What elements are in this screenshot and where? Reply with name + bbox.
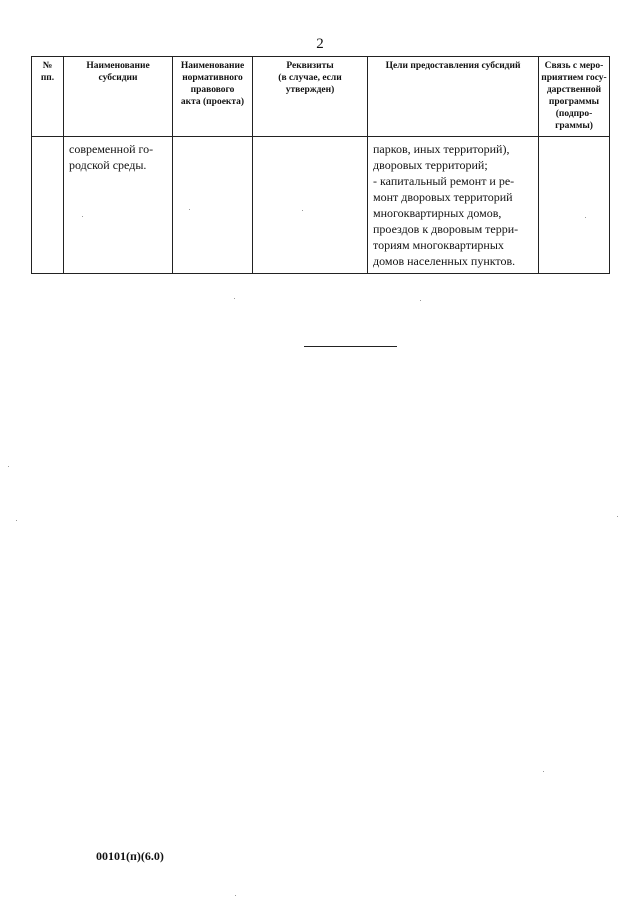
header-goals: Цели предоставления субсидий	[368, 57, 539, 137]
scan-speck	[302, 210, 303, 211]
cell-number	[32, 137, 64, 274]
document-code: 00101(п)(6.0)	[96, 849, 164, 863]
scan-speck	[585, 217, 586, 218]
scan-speck	[235, 895, 236, 896]
header-number: № пп.	[32, 57, 64, 137]
subsidies-table	[31, 56, 610, 274]
cell-program-link	[539, 137, 610, 274]
page-number: 2	[316, 36, 324, 52]
scan-speck	[617, 516, 618, 517]
scan-speck	[189, 209, 190, 210]
scan-speck	[543, 771, 544, 772]
scan-speck	[420, 300, 421, 301]
scan-speck	[82, 216, 83, 217]
cell-goals: парков, иных территорий), дворовых территорий; - капитальный ремонт и ре- монт дворовых территорий многоквартирных домов, проездов к дворовым терри- ториям многоквартирных домов населенных пунктов.	[368, 137, 539, 274]
table-row	[32, 137, 610, 274]
header-legal-act: Наименование нормативного правового акта (проекта)	[173, 57, 253, 137]
header-requisites: Реквизиты (в случае, если утвержден)	[253, 57, 368, 137]
end-separator-line	[304, 346, 397, 347]
cell-legal-act	[173, 137, 253, 274]
header-program-link: Связь с меро- приятием госу- дарственной программы (подпро- граммы)	[539, 57, 610, 137]
header-subsidy-name: Наименование субсидии	[64, 57, 173, 137]
cell-requisites	[253, 137, 368, 274]
cell-subsidy-name: современной го- родской среды.	[64, 137, 173, 274]
scan-speck	[8, 466, 9, 467]
scan-speck	[16, 520, 17, 521]
scan-speck	[234, 298, 235, 299]
table-header-row	[32, 57, 610, 137]
